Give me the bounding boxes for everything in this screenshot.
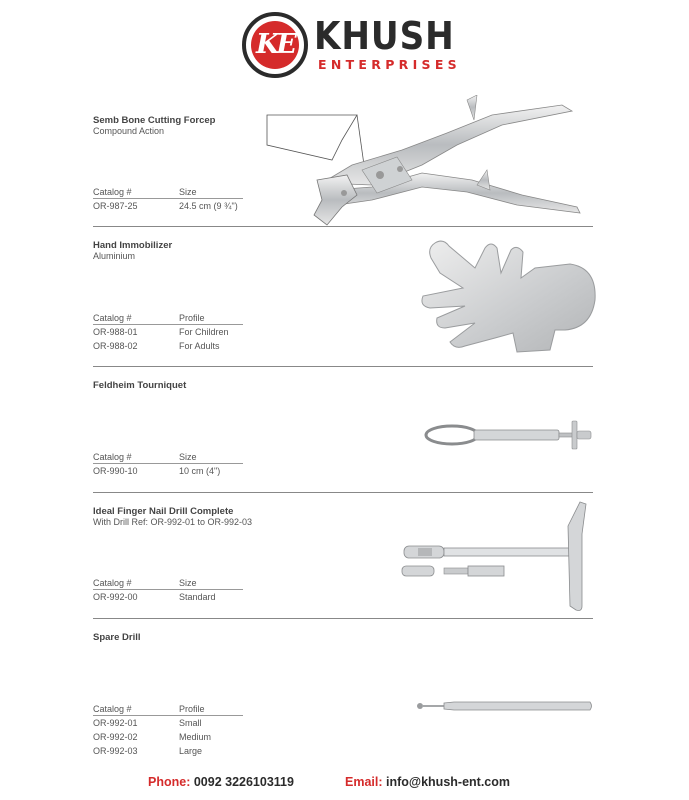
brand-name: KHUSH: [314, 14, 455, 58]
table-header: [93, 187, 243, 199]
catalog-number: OR-988-01: [93, 327, 138, 337]
catalog-number: OR-992-02: [93, 732, 138, 742]
size-value: Standard: [179, 592, 216, 602]
footer-phone: [148, 775, 294, 789]
profile-value: For Children: [179, 327, 229, 337]
section-divider: [93, 492, 593, 493]
product-title: Ideal Finger Nail Drill Complete: [93, 506, 234, 517]
profile-value: Small: [179, 718, 202, 728]
catalog-table: [93, 704, 243, 758]
size-value: 10 cm (4"): [179, 466, 221, 476]
email-link[interactable]: info@khush-ent.com: [386, 775, 510, 789]
header-size: Size: [179, 187, 197, 197]
table-row: [93, 464, 243, 478]
section-divider: [93, 618, 593, 619]
phone-number[interactable]: 0092 3226103119: [193, 775, 294, 789]
product-title: Hand Immobilizer: [93, 240, 173, 251]
catalog-table: [93, 313, 243, 353]
catalog-number: OR-992-00: [93, 592, 138, 602]
header-size: Size: [179, 452, 197, 462]
table-row: [93, 590, 243, 604]
footer-email: [345, 775, 510, 789]
catalog-number: OR-990-10: [93, 466, 138, 476]
product-subtitle: Compound Action: [93, 126, 165, 136]
header-profile: Profile: [179, 313, 205, 323]
header-catalog: Catalog #: [93, 452, 132, 462]
table-header: [93, 704, 243, 716]
section-divider: [93, 226, 593, 227]
header-catalog: Catalog #: [93, 704, 132, 714]
section-divider: [93, 366, 593, 367]
catalog-number: OR-992-03: [93, 746, 138, 756]
table-header: [93, 452, 243, 464]
tourniquet-illustration: [422, 415, 594, 455]
finger-nail-drill-illustration: [398, 498, 594, 614]
brand-logo: [242, 12, 461, 78]
product-subtitle: Aluminium: [93, 251, 136, 261]
product-title: Feldheim Tourniquet: [93, 380, 187, 391]
product-title: Spare Drill: [93, 632, 141, 643]
table-row: [93, 730, 243, 744]
hand-immobilizer-illustration: [405, 238, 600, 356]
header-size: Size: [179, 578, 197, 588]
logo-mark: KE: [251, 21, 299, 69]
table-row: [93, 744, 243, 758]
spare-drill-illustration: [414, 698, 594, 714]
table-header: [93, 313, 243, 325]
size-value: 24.5 cm (9 ¾"): [179, 201, 238, 211]
catalog-table: [93, 578, 243, 604]
catalog-table: [93, 452, 243, 478]
phone-label: Phone:: [148, 775, 191, 789]
catalog-table: [93, 187, 243, 213]
table-row: [93, 325, 243, 339]
profile-value: Medium: [179, 732, 212, 742]
logo-badge: [242, 12, 308, 78]
product-title: Semb Bone Cutting Forcep: [93, 115, 216, 126]
table-row: [93, 716, 243, 730]
header-catalog: Catalog #: [93, 313, 132, 323]
product-subtitle: With Drill Ref: OR-992-01 to OR-992-03: [93, 517, 253, 527]
catalog-number: OR-988-02: [93, 341, 138, 351]
table-header: [93, 578, 243, 590]
catalog-number: OR-987-25: [93, 201, 138, 211]
table-row: [93, 199, 243, 213]
bone-cutting-forcep-illustration: [262, 95, 592, 235]
header-catalog: Catalog #: [93, 187, 132, 197]
header-profile: Profile: [179, 704, 205, 714]
brand-tagline: ENTERPRISES: [318, 57, 461, 72]
table-row: [93, 339, 243, 353]
email-label: Email:: [345, 775, 383, 789]
header-catalog: Catalog #: [93, 578, 132, 588]
catalog-number: OR-992-01: [93, 718, 138, 728]
profile-value: For Adults: [179, 341, 220, 351]
product-spare-drill: [93, 632, 593, 762]
profile-value: Large: [179, 746, 203, 756]
